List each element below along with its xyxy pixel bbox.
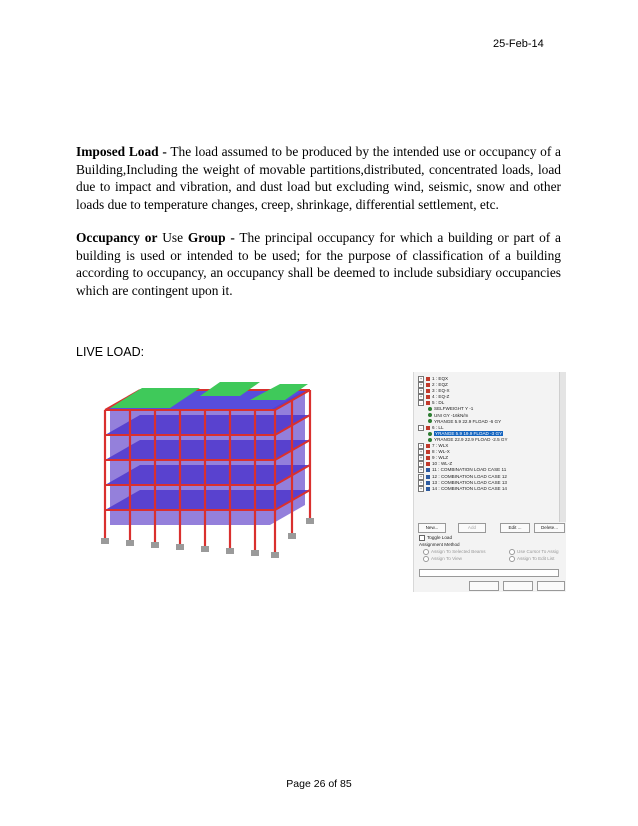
occupancy-group-term: Group - — [187, 230, 235, 245]
toggle-load-option[interactable]: Toggle Load — [419, 535, 452, 541]
imposed-load-definition: The load assumed to be produced by the intended use or occupancy of a Building,Including the weight of movable partitions,distributed, concentrated loads, load due to impact and vibration, and dust load but excluding wind, seismic, snow and other loads due to temperature changes, creep, shrinkage, differential settlement, etc. — [76, 144, 561, 212]
delete-button[interactable]: Delete... — [534, 523, 565, 533]
combination-icon — [426, 487, 430, 491]
assign-view-option[interactable]: Assign To View — [423, 556, 462, 562]
header-date: 25-Feb-14 — [493, 38, 544, 50]
panel-button-2[interactable] — [503, 581, 533, 591]
toggle-load-checkbox[interactable] — [419, 535, 425, 541]
load-case-icon — [426, 383, 430, 387]
tree-item[interactable]: + 2 : EQZ — [419, 382, 448, 388]
tree-item[interactable]: YRANGE 22.9 22.9 FLOAD -2.5 GY — [418, 437, 558, 443]
load-case-icon — [426, 401, 430, 405]
tree-item[interactable]: + 1 : EQX — [419, 376, 449, 382]
load-case-icon — [426, 462, 430, 466]
expand-icon[interactable]: + — [419, 474, 423, 479]
tree-item[interactable]: + 7 : WLX — [419, 443, 449, 449]
load-case-icon — [426, 377, 430, 381]
load-case-icon — [426, 426, 430, 430]
tree-item[interactable]: + 12 : COMBINATION LOAD CASE 12 — [419, 473, 507, 479]
load-case-icon — [426, 450, 430, 454]
radio-icon[interactable] — [423, 556, 429, 562]
expand-icon[interactable]: + — [419, 444, 423, 449]
load-item-icon — [428, 413, 432, 417]
load-case-tree — [418, 376, 558, 492]
assign-edit-list-option[interactable]: Assign To Edit List — [509, 556, 554, 562]
page-number: Page 26 of 85 — [286, 778, 352, 790]
tree-item[interactable]: + 3 : EQ-X — [419, 388, 450, 394]
tree-item[interactable]: + 10 : WL-Z — [419, 461, 453, 467]
expand-icon[interactable]: + — [419, 462, 423, 467]
tree-item[interactable]: YRANGE 5.9 22.9 FLOAD -6 GY — [418, 419, 558, 425]
load-case-icon — [426, 389, 430, 393]
combination-icon — [426, 468, 430, 472]
assign-selected-beams-option[interactable]: Assign To Selected Beams — [423, 549, 486, 555]
tree-item[interactable]: + 14 : COMBINATION LOAD CASE 14 — [419, 485, 507, 491]
edit-button[interactable]: Edit ... — [500, 523, 530, 533]
tree-item[interactable]: + 4 : EQ-Z — [419, 394, 450, 400]
expand-icon[interactable]: + — [419, 377, 423, 381]
load-item-icon — [428, 432, 432, 436]
panel-button-3[interactable] — [537, 581, 565, 591]
new-button[interactable]: New... — [418, 523, 446, 533]
expand-icon[interactable]: + — [419, 480, 423, 485]
tree-item[interactable]: - 6 : LL — [418, 425, 558, 431]
expand-icon[interactable]: + — [419, 468, 423, 473]
tree-item[interactable]: + 13 : COMBINATION LOAD CASE 13 — [419, 479, 507, 485]
bottom-button-bar — [469, 581, 564, 590]
expand-icon[interactable]: + — [419, 389, 423, 394]
expand-icon[interactable]: + — [419, 395, 423, 400]
tree-item[interactable]: UNI GY -16kN/m — [418, 413, 558, 419]
tree-item[interactable]: SELFWEIGHT Y -1 — [418, 406, 558, 412]
occupancy-use-word: Use — [157, 230, 188, 245]
expand-icon[interactable]: + — [419, 383, 423, 388]
building-frame-drawing — [101, 382, 314, 558]
radio-icon[interactable] — [509, 556, 515, 562]
occupancy-paragraph — [76, 229, 561, 299]
load-case-icon — [426, 395, 430, 399]
imposed-load-term: Imposed Load - — [76, 144, 167, 159]
assignment-input[interactable] — [419, 569, 559, 577]
use-cursor-option[interactable]: Use Cursor To Assig — [509, 549, 559, 555]
expand-icon[interactable]: + — [419, 456, 423, 461]
add-button[interactable]: Add — [458, 523, 486, 533]
occupancy-term: Occupancy or — [76, 230, 158, 245]
load-item-icon — [428, 419, 432, 423]
tree-item[interactable]: + 8 : WL-X — [419, 449, 450, 455]
combination-icon — [426, 481, 430, 485]
tree-scrollbar[interactable] — [559, 372, 566, 522]
radio-icon[interactable] — [423, 549, 429, 555]
tree-item[interactable]: + 9 : WLZ — [419, 455, 449, 461]
building-frame-model-image — [80, 370, 350, 570]
imposed-load-paragraph — [76, 143, 561, 213]
load-button-bar — [418, 523, 566, 532]
load-item-icon — [428, 407, 432, 411]
occupancy-definition: The principal occupancy for which a building or part of a building is used or intended to be used; for the purpose of classification of a building according to occupancy, an occupancy shall be deemed to include subsidiary occupancies which are contingent upon it. — [76, 230, 561, 298]
collapse-icon[interactable]: - — [418, 425, 424, 431]
load-item-icon — [428, 438, 432, 442]
panel-button-1[interactable] — [469, 581, 499, 591]
tree-item[interactable]: - 5 : DL — [418, 400, 558, 406]
load-case-icon — [426, 444, 430, 448]
tree-item-selected[interactable]: YRANGE 5.9 19.9 FLOAD -3 GY — [418, 431, 558, 437]
assignment-method-label: Assignment Method — [419, 542, 460, 547]
load-case-icon — [426, 456, 430, 460]
tree-item[interactable]: + 11 : COMBINATION LOAD CASE 11 — [419, 467, 507, 473]
live-load-heading: LIVE LOAD: — [76, 345, 145, 359]
collapse-icon[interactable]: - — [418, 400, 424, 406]
expand-icon[interactable]: + — [419, 450, 423, 455]
expand-icon[interactable]: + — [419, 486, 423, 491]
radio-icon[interactable] — [509, 549, 515, 555]
combination-icon — [426, 475, 430, 479]
load-cases-panel — [413, 372, 566, 592]
